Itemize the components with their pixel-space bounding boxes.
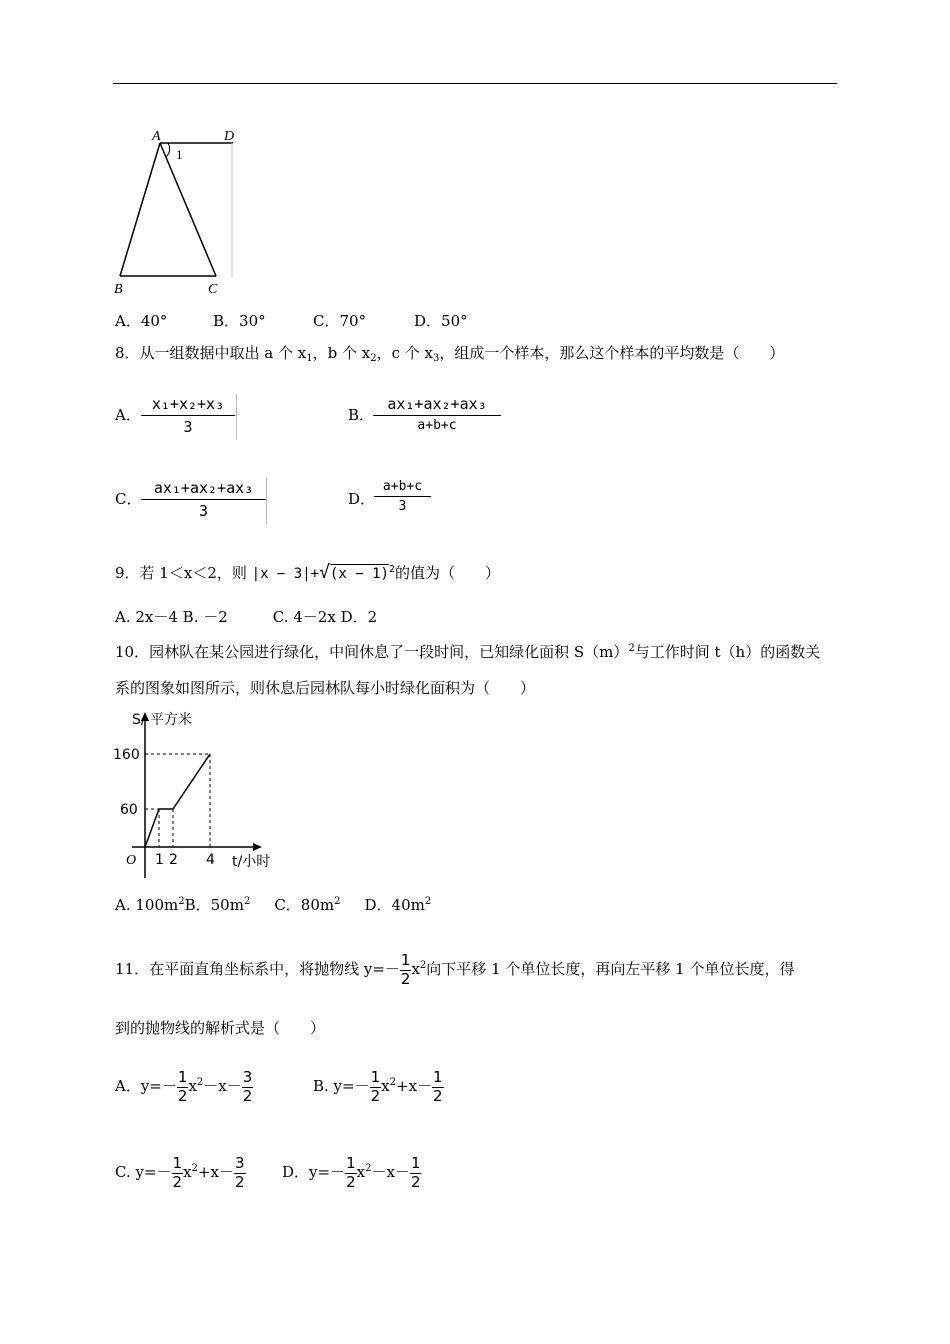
q9-options: A. 2x－4 B. －2 C. 4－2x D．2: [115, 608, 378, 626]
q7-option-d: D．50°: [414, 312, 468, 330]
graph-x4: 4: [206, 852, 215, 868]
q10-line1: 10．园林队在某公园进行绿化，中间休息了一段时间，已知绿化面积 $S(m)^2$与工作时间 t（h）的函数关: [115, 643, 821, 661]
q8-option-b-fraction: $\frac{\text{ax₁+ax₂+ax₃}}{a+b+c}$: [373, 395, 501, 433]
label-B: B: [114, 282, 123, 297]
triangle-figure: [108, 123, 248, 298]
q11-line1: 11．在平面直角坐标系中，将抛物线 y=－ $\frac{1}{2}$ $x^2$向下平移 1 个单位长度，再向左平移 1 个单位长度，得: [115, 951, 795, 988]
q8-c-border: [266, 477, 267, 524]
q8-option-a-label: A．: [115, 406, 141, 424]
q11-half-fraction: $\frac{1}{2}$: [400, 951, 411, 988]
q11-option-d: D．y=－ $\frac{1}{2}$ $x^2-x-$ $\frac{1}{2}$: [282, 1154, 421, 1191]
label-A: A: [152, 129, 161, 144]
q8-a-border: [236, 394, 237, 440]
graph-y160: 160: [113, 747, 140, 763]
graph-xlabel: t/小时: [232, 854, 271, 870]
q11-option-b: B. y=－ $\frac{1}{2}$ $x^2+x-$ $\frac{1}{2}$: [313, 1068, 443, 1105]
graph-x2: 2: [169, 852, 178, 868]
label-D: D: [224, 129, 235, 144]
q8-option-d-label: D．: [348, 490, 376, 508]
graph-x1: 1: [155, 852, 164, 868]
q8-option-c-label: C．: [115, 490, 142, 508]
label-C: C: [208, 282, 218, 297]
q11-line2: 到的抛物线的解析式是（ ）: [115, 1019, 326, 1037]
q8-stem: 8．从一组数据中取出 a 个 $x_1$，b 个 $x_2$，c 个 $x_3$，组成一个样本，那么这个样本的平均数是（ ）: [115, 344, 785, 364]
header-rule: [113, 83, 837, 84]
q10-options: A. $100m^2B$．$50m^2$ C．$80m^2$ D．$40m^2$: [115, 896, 432, 914]
q9-stem: 9．若 1＜x＜2，则 $|x - 3|+√(x - 1)^2$的值为（ ）: [115, 562, 500, 583]
q7-option-c: C．70°: [313, 312, 367, 330]
q8-option-a-fraction: $\frac{\text{x₁+x₂+x₃}}{3}$: [141, 395, 235, 436]
q8-option-d-fraction: $\frac{a+b+c}{3}$: [374, 479, 431, 514]
graph-origin: O: [126, 853, 137, 868]
q10-line2: 系的图象如图所示，则休息后园林队每小时绿化面积为（ ）: [115, 679, 536, 697]
q8-option-c-fraction: $\frac{\text{ax₁+ax₂+ax₃}}{3}$: [141, 479, 266, 520]
graph-ylabel: S/ 平方米: [132, 712, 193, 728]
q11-option-c: C. y=－ $\frac{1}{2}$ $x^2+x-$ $\frac{3}{2}$: [115, 1154, 245, 1191]
q8-option-b-label: B．: [348, 406, 375, 424]
label-angle-1: 1: [176, 147, 183, 162]
q11-option-a: A．y=－ $\frac{1}{2}$ $x^2-x-$ $\frac{3}{2}$: [115, 1068, 253, 1105]
graph-y60: 60: [120, 802, 138, 818]
q7-option-b: B．30°: [213, 312, 266, 330]
function-graph: [110, 706, 285, 881]
q7-option-a: A．40°: [115, 312, 168, 330]
